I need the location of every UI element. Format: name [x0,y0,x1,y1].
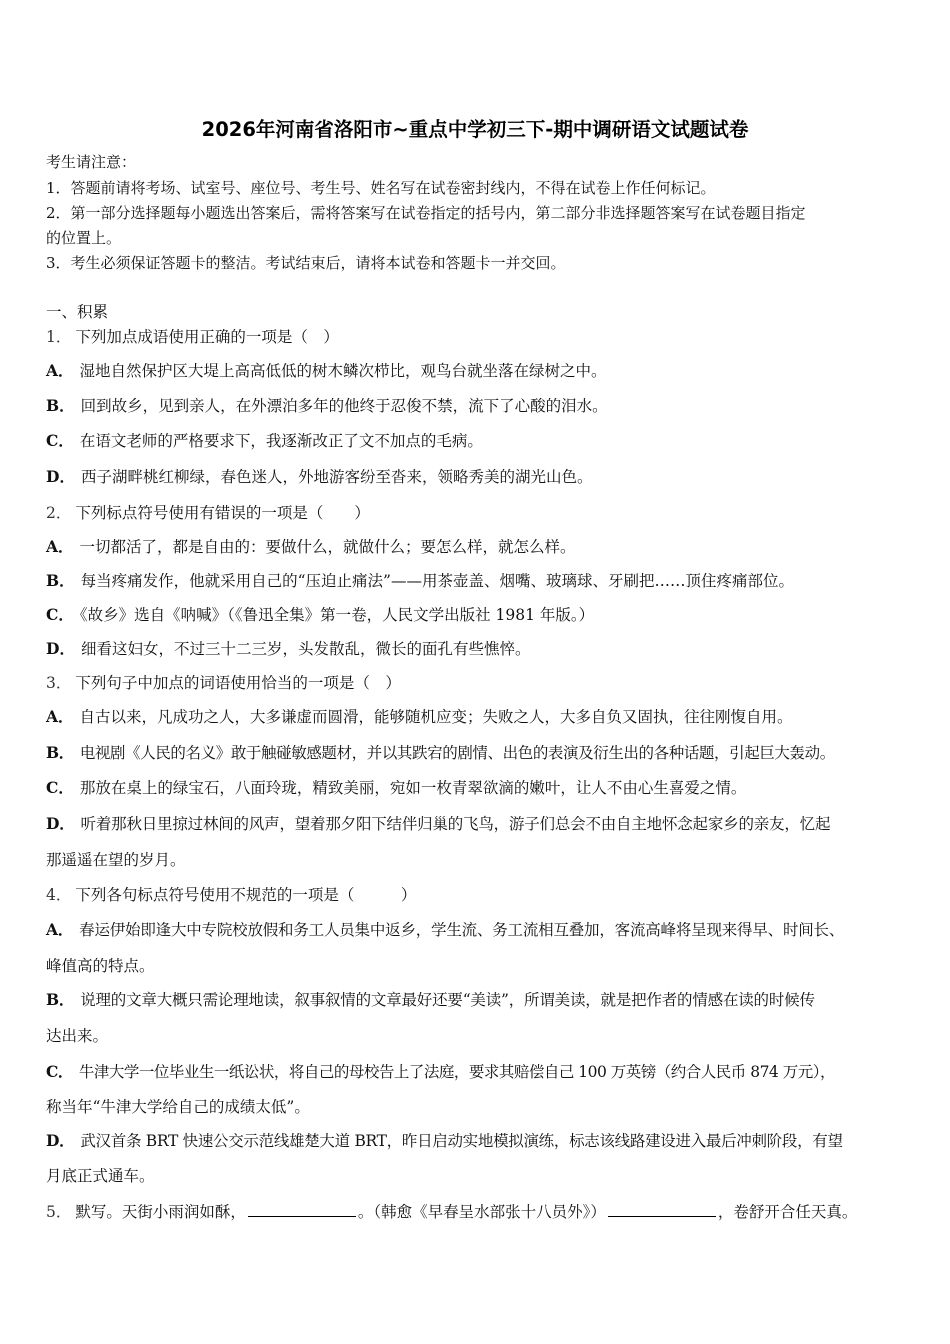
question-text: 下列句子中加点的词语使用恰当的一项是（ ） [75,674,401,692]
option-label: B． [46,571,75,590]
option-label: B． [46,990,75,1009]
q4-option-c-cont: 称当年“牛津大学给自己的成绩太低”。 [46,1098,310,1116]
question-number: 5． [46,1203,72,1221]
option-text: 湿地自然保护区大堤上高高低低的树木鳞次栉比，观鸟台就坐落在绿树之中。 [79,362,607,380]
option-label: C． [46,431,74,450]
q1-option-d[interactable] [46,467,910,487]
option-text: 听着那秋日里掠过林间的风声，望着那夕阳下结伴归巢的飞鸟，游子们总会不由自主地怀念起家乡的亲友，忆起 [80,815,831,833]
option-label: A． [46,920,74,939]
option-label: D． [46,467,75,486]
option-text: 电视剧《人民的名义》敢于触碰敏感题材，并以其跌宕的剧情、出色的表演及衍生出的各种话题，引起巨大轰动。 [79,744,835,762]
option-text: 春运伊始即逢大中专院校放假和务工人员集中返乡，学生流、务工流相互叠加，客流高峰将呈现来得早、时间长、 [79,921,845,939]
notice-item-2: 2．第一部分选择题每小题选出答案后，需将答案写在试卷指定的括号内，第二部分非选择题答案写在试卷题目指定 [46,204,806,222]
q1-option-c[interactable] [46,431,910,451]
option-label: B． [46,396,75,415]
option-label: B． [46,743,74,762]
q4-option-d-cont: 月底正式通车。 [46,1167,155,1185]
question-text-part-3: ，卷舒开合任天真。 [717,1203,858,1221]
option-label: D． [46,1131,75,1150]
q4-option-a-cont: 峰值高的特点。 [46,957,155,975]
q1-option-b[interactable] [46,396,910,416]
q3-option-d[interactable] [46,814,910,834]
q4-option-c[interactable] [46,1062,910,1082]
question-number: 4． [46,886,72,904]
question-text: 下列标点符号使用有错误的一项是（ ） [75,504,370,522]
option-text: 一切都活了，都是自由的：要做什么，就做什么；要怎么样，就怎么样。 [79,538,576,556]
q2-option-c[interactable] [46,605,910,625]
option-text: 那放在桌上的绿宝石，八面玲珑，精致美丽，宛如一枚青翠欲滴的嫩叶，让人不由心生喜爱之情。 [79,779,747,797]
option-text: 牛津大学一位毕业生一纸讼状，将自己的母校告上了法庭，要求其赔偿自己 100 万英镑（约合人民币 874 万元）， [78,1063,835,1081]
section-heading: 一、积累 [46,303,109,321]
notice-item-3: 3．考生必须保证答题卡的整洁。考试结束后，请将本试卷和答题卡一并交回。 [46,254,566,272]
option-text: 西子湖畔桃红柳绿，春色迷人，外地游客纷至沓来，领略秀美的湖光山色。 [80,468,593,486]
option-text: 每当疼痛发作，他就采用自己的“压迫止痛法”——用茶壶盖、烟嘴、玻璃球、牙刷把……顶住疼痛部位。 [80,572,794,590]
option-label: C． [46,778,74,797]
option-text: 回到故乡，见到亲人，在外漂泊多年的他终于忍俊不禁，流下了心酸的泪水。 [80,397,608,415]
option-text: 说理的文章大概只需论理地读，叙事叙情的文章最好还要“美读”，所谓美读，就是把作者的情感在读的时候传 [80,991,815,1009]
q4-option-d[interactable] [46,1131,910,1151]
option-label: C． [46,1062,73,1081]
question-number: 3． [46,674,72,692]
answer-blank-1[interactable] [248,1201,356,1217]
option-text: 武汉首条 BRT 快速公交示范线雄楚大道 BRT，昨日启动实地模拟演练，标志该线路建设进入最后冲刺阶段，有望 [80,1132,843,1150]
notice-item-1: 1．答题前请将考场、试室号、座位号、考生号、姓名写在试卷密封线内，不得在试卷上作任何标记。 [46,179,716,197]
question-5-stem [46,1201,910,1222]
question-2-stem [46,503,910,523]
option-text: 自古以来，凡成功之人，大多谦虚而圆滑，能够随机应变；失败之人，大多自负又固执，往往刚愎自用。 [79,708,793,726]
question-text: 下列加点成语使用正确的一项是（ ） [75,328,339,346]
question-text: 下列各句标点符号使用不规范的一项是（ ） [75,886,417,904]
option-label: A． [46,707,74,726]
q4-option-b-cont: 达出来。 [46,1027,109,1045]
question-number: 1． [46,328,72,346]
option-label: D． [46,639,75,658]
q2-option-b[interactable] [46,571,910,591]
q2-option-a[interactable] [46,537,910,557]
q4-option-a[interactable] [46,920,910,940]
option-label: C． [46,605,74,624]
q3-option-b[interactable] [46,743,910,763]
q2-option-d[interactable] [46,639,910,659]
option-label: A． [46,361,74,380]
page-title: 2026年河南省洛阳市~重点中学初三下-期中调研语文试题试卷 [201,118,749,141]
q3-option-d-cont: 那遥遥在望的岁月。 [46,851,186,869]
question-4-stem [46,885,910,905]
option-label: D． [46,814,75,833]
question-number: 2． [46,504,72,522]
option-text: 细看这妇女，不过三十二三岁，头发散乱，微长的面孔有些憔悴。 [80,640,531,658]
q4-option-b[interactable] [46,990,910,1010]
q3-option-c[interactable] [46,778,910,798]
q1-option-a[interactable] [46,361,910,381]
question-1-stem [46,327,910,347]
option-text: 在语文老师的严格要求下，我逐渐改正了文不加点的毛病。 [79,432,483,450]
option-text: 《故乡》选自《呐喊》（《鲁迅全集》第一卷，人民文学出版社 1981 年版。） [79,606,595,624]
question-3-stem [46,673,910,693]
option-label: A． [46,537,74,556]
question-text-part-1: 默写。天街小雨润如酥， [75,1203,246,1221]
question-text-part-2: 。（韩愈《早春呈水部张十八员外》） [357,1203,606,1221]
notice-item-2-cont: 的位置上。 [46,229,122,247]
q3-option-a[interactable] [46,707,910,727]
notice-heading: 考生请注意： [46,153,137,171]
answer-blank-2[interactable] [608,1201,716,1217]
